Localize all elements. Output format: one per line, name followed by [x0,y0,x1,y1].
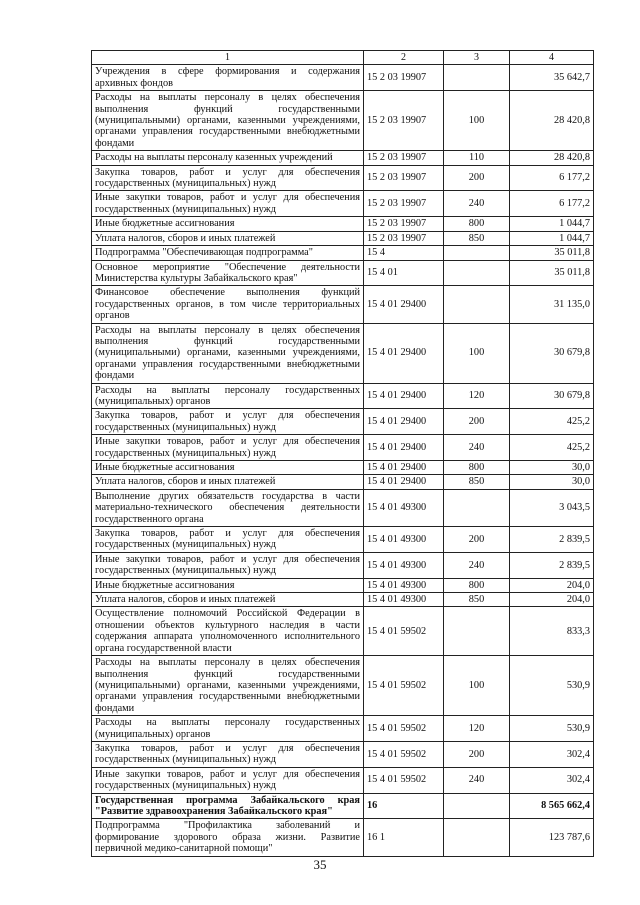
row-name: Иные бюджетные ассигнования [92,217,364,231]
row-code: 15 4 01 49300 [364,593,444,607]
row-expense-type: 800 [444,578,510,592]
table-row [92,286,594,323]
table-row [92,383,594,409]
row-code: 16 [364,793,444,819]
row-name: Выполнение других обязательств государства в части материально-технического обеспечения деятельности государственного органа [92,489,364,526]
row-amount: 30,0 [510,475,594,489]
table-row [92,656,594,716]
table-row [92,819,594,856]
row-name: Иные бюджетные ассигнования [92,578,364,592]
row-name: Иные бюджетные ассигнования [92,461,364,475]
row-expense-type: 100 [444,91,510,151]
row-expense-type: 240 [444,191,510,217]
row-amount: 425,2 [510,409,594,435]
row-code: 15 4 01 49300 [364,527,444,553]
row-amount: 35 011,8 [510,246,594,260]
row-name: Уплата налогов, сборов и иных платежей [92,593,364,607]
row-expense-type: 850 [444,231,510,245]
row-code: 15 4 01 59502 [364,767,444,793]
row-expense-type: 240 [444,552,510,578]
row-code: 15 2 03 19907 [364,217,444,231]
header-col-2: 2 [364,51,444,65]
row-expense-type: 120 [444,383,510,409]
row-expense-type [444,793,510,819]
table-row [92,231,594,245]
table-row [92,489,594,526]
row-code: 15 4 01 29400 [364,409,444,435]
table-row [92,767,594,793]
row-amount: 6 177,2 [510,191,594,217]
row-name: Расходы на выплаты персоналу в целях обеспечения выполнения функций государственными (муниципальными) органами, казенными учреждениями, органами управления государственными внебюджетными фондами [92,91,364,151]
row-code: 15 2 03 19907 [364,151,444,165]
row-name: Расходы на выплаты персоналу в целях обеспечения выполнения функций государственными (муниципальными) органами, казенными учреждениями, органами управления государственными внебюджетными фондами [92,323,364,383]
row-code: 15 4 01 [364,260,444,286]
row-name: Подпрограмма "Обеспечивающая подпрограмма" [92,246,364,260]
table-row [92,91,594,151]
table-row [92,578,594,592]
table-row [92,246,594,260]
row-code: 15 4 01 59502 [364,741,444,767]
table-row [92,527,594,553]
row-name: Иные закупки товаров, работ и услуг для обеспечения государственных (муниципальных) нужд [92,191,364,217]
row-expense-type: 800 [444,461,510,475]
table-row [92,217,594,231]
table-row [92,65,594,91]
row-name: Уплата налогов, сборов и иных платежей [92,475,364,489]
row-expense-type: 800 [444,217,510,231]
table-row [92,793,594,819]
budget-page [91,50,593,857]
row-code: 15 2 03 19907 [364,191,444,217]
row-code: 15 2 03 19907 [364,231,444,245]
table-row [92,607,594,656]
row-amount: 35 642,7 [510,65,594,91]
row-code: 15 4 01 49300 [364,578,444,592]
row-amount: 30,0 [510,461,594,475]
table-row [92,165,594,191]
table-row [92,435,594,461]
row-code: 15 4 01 59502 [364,656,444,716]
row-code: 15 4 01 49300 [364,552,444,578]
row-name: Государственная программа Забайкальского края "Развитие здравоохранения Забайкальского края" [92,793,364,819]
row-code: 15 2 03 19907 [364,91,444,151]
table-row [92,409,594,435]
row-amount: 302,4 [510,741,594,767]
row-expense-type: 200 [444,741,510,767]
row-name: Осуществление полномочий Российской Федерации в отношении объектов культурного наследия в части содержания аппарата уполномоченного исполнительного органа государственной власти [92,607,364,656]
row-amount: 204,0 [510,578,594,592]
row-code: 15 4 01 29400 [364,461,444,475]
row-name: Иные закупки товаров, работ и услуг для обеспечения государственных (муниципальных) нужд [92,552,364,578]
row-amount: 425,2 [510,435,594,461]
header-col-1: 1 [92,51,364,65]
row-name: Расходы на выплаты персоналу в целях обеспечения выполнения функций государственными (муниципальными) органами, казенными учреждениями, органами управления государственными внебюджетными фондами [92,656,364,716]
row-expense-type: 850 [444,475,510,489]
row-expense-type [444,489,510,526]
table-row [92,593,594,607]
row-amount: 833,3 [510,607,594,656]
row-expense-type: 100 [444,656,510,716]
row-amount: 30 679,8 [510,383,594,409]
row-name: Иные закупки товаров, работ и услуг для обеспечения государственных (муниципальных) нужд [92,435,364,461]
row-name: Расходы на выплаты персоналу государственных (муниципальных) органов [92,383,364,409]
table-row [92,191,594,217]
row-expense-type: 110 [444,151,510,165]
row-expense-type: 100 [444,323,510,383]
table-row [92,552,594,578]
table-row [92,151,594,165]
row-expense-type: 120 [444,716,510,742]
row-amount: 530,9 [510,656,594,716]
row-name: Закупка товаров, работ и услуг для обеспечения государственных (муниципальных) нужд [92,409,364,435]
row-expense-type: 240 [444,435,510,461]
table-row [92,741,594,767]
row-code: 15 2 03 19907 [364,165,444,191]
row-code: 15 4 01 29400 [364,435,444,461]
row-code: 15 4 01 29400 [364,286,444,323]
header-col-3: 3 [444,51,510,65]
table-row [92,461,594,475]
row-code: 15 4 01 59502 [364,716,444,742]
row-code: 16 1 [364,819,444,856]
row-amount: 6 177,2 [510,165,594,191]
row-name: Расходы на выплаты персоналу казенных учреждений [92,151,364,165]
row-expense-type: 200 [444,165,510,191]
row-amount: 123 787,6 [510,819,594,856]
row-amount: 1 044,7 [510,217,594,231]
table-row [92,260,594,286]
table-header-row [92,51,594,65]
budget-table [91,50,594,857]
row-code: 15 4 01 59502 [364,607,444,656]
row-amount: 28 420,8 [510,151,594,165]
row-amount: 8 565 662,4 [510,793,594,819]
row-amount: 28 420,8 [510,91,594,151]
row-amount: 30 679,8 [510,323,594,383]
row-code: 15 4 01 29400 [364,383,444,409]
table-row [92,323,594,383]
row-name: Уплата налогов, сборов и иных платежей [92,231,364,245]
row-expense-type [444,65,510,91]
row-expense-type [444,260,510,286]
row-name: Иные закупки товаров, работ и услуг для обеспечения государственных (муниципальных) нужд [92,767,364,793]
row-expense-type [444,246,510,260]
row-code: 15 2 03 19907 [364,65,444,91]
page-number: 35 [313,857,327,872]
row-expense-type [444,819,510,856]
row-amount: 530,9 [510,716,594,742]
row-amount: 302,4 [510,767,594,793]
row-name: Основное мероприятие "Обеспечение деятельности Министерства культуры Забайкальского края" [92,260,364,286]
table-row [92,475,594,489]
row-amount: 2 839,5 [510,527,594,553]
row-expense-type [444,286,510,323]
row-expense-type [444,607,510,656]
row-amount: 1 044,7 [510,231,594,245]
row-name: Финансовое обеспечение выполнения функций государственных органов, в том числе территориальных органов [92,286,364,323]
row-code: 15 4 01 49300 [364,489,444,526]
row-amount: 35 011,8 [510,260,594,286]
row-amount: 204,0 [510,593,594,607]
row-code: 15 4 01 29400 [364,323,444,383]
row-name: Учреждения в сфере формирования и содержания архивных фондов [92,65,364,91]
header-col-4: 4 [510,51,594,65]
row-expense-type: 200 [444,527,510,553]
row-amount: 3 043,5 [510,489,594,526]
row-code: 15 4 01 29400 [364,475,444,489]
row-name: Расходы на выплаты персоналу государственных (муниципальных) органов [92,716,364,742]
row-code: 15 4 [364,246,444,260]
row-name: Закупка товаров, работ и услуг для обеспечения государственных (муниципальных) нужд [92,165,364,191]
row-amount: 31 135,0 [510,286,594,323]
row-expense-type: 240 [444,767,510,793]
row-expense-type: 200 [444,409,510,435]
row-expense-type: 850 [444,593,510,607]
row-name: Закупка товаров, работ и услуг для обеспечения государственных (муниципальных) нужд [92,527,364,553]
table-row [92,716,594,742]
row-name: Подпрограмма "Профилактика заболеваний и формирование здорового образа жизни. Развитие первичной медико-санитарной помощи" [92,819,364,856]
row-name: Закупка товаров, работ и услуг для обеспечения государственных (муниципальных) нужд [92,741,364,767]
row-amount: 2 839,5 [510,552,594,578]
